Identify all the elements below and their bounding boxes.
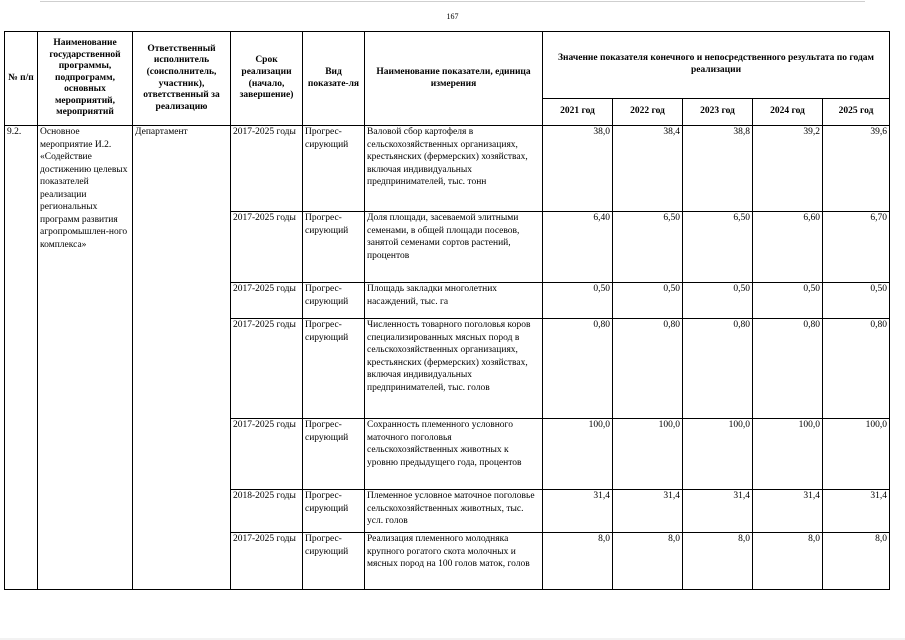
header-values-group: Значение показателя конечного и непосредственного результата по годам реализации bbox=[543, 32, 890, 99]
row-indicator: Площадь закладки многолетних насаждений, тыс. га bbox=[365, 283, 543, 319]
row-value-2021: 6,40 bbox=[543, 212, 613, 283]
row-kind: Прогрес-сирующий bbox=[303, 126, 365, 212]
row-indicator: Доля площади, засеваемой элитными семенами, в общей площади посевов, занятой семенами сортов растений, процентов bbox=[365, 212, 543, 283]
row-value-2024: 0,50 bbox=[753, 283, 823, 319]
top-rule bbox=[40, 1, 865, 2]
row-value-2024: 0,80 bbox=[753, 319, 823, 419]
row-value-2022: 0,80 bbox=[613, 319, 683, 419]
header-executor: Ответственный исполнитель (соисполнитель, участник), ответственный за реализацию bbox=[133, 32, 231, 126]
indicators-table bbox=[4, 31, 890, 590]
row-indicator: Численность товарного поголовья коров специализированных мясных пород в сельскохозяйственных организациях, крестьянских (фермерских) хозяйствах, включая индивидуальных предпринимателей, тыс. голов bbox=[365, 319, 543, 419]
row-value-2023: 38,8 bbox=[683, 126, 753, 212]
row-value-2023: 8,0 bbox=[683, 533, 753, 590]
row-value-2025: 31,4 bbox=[823, 490, 890, 533]
row-value-2025: 8,0 bbox=[823, 533, 890, 590]
row-indicator: Сохранность племенного условного маточного поголовья сельскохозяйственных животных к уровню предыдущего года, процентов bbox=[365, 419, 543, 490]
header-year-2023: 2023 год bbox=[683, 99, 753, 126]
row-kind: Прогрес-сирующий bbox=[303, 419, 365, 490]
row-value-2023: 100,0 bbox=[683, 419, 753, 490]
row-value-2023: 0,80 bbox=[683, 319, 753, 419]
row-value-2022: 8,0 bbox=[613, 533, 683, 590]
row-kind: Прогрес-сирующий bbox=[303, 283, 365, 319]
row-value-2024: 39,2 bbox=[753, 126, 823, 212]
row-value-2021: 0,80 bbox=[543, 319, 613, 419]
row-period: 2017-2025 годы bbox=[231, 419, 303, 490]
table-row bbox=[5, 126, 890, 212]
row-kind: Прогрес-сирующий bbox=[303, 212, 365, 283]
header-year-2025: 2025 год bbox=[823, 99, 890, 126]
page-number: 167 bbox=[446, 12, 459, 21]
row-value-2025: 6,70 bbox=[823, 212, 890, 283]
header-year-2024: 2024 год bbox=[753, 99, 823, 126]
row-period: 2017-2025 годы bbox=[231, 319, 303, 419]
row-period: 2018-2025 годы bbox=[231, 490, 303, 533]
row-indicator: Валовой сбор картофеля в сельскохозяйственных организациях, крестьянских (фермерских) хозяйствах, включая индивидуальных предпринимателей, тыс. тонн bbox=[365, 126, 543, 212]
row-value-2021: 38,0 bbox=[543, 126, 613, 212]
row-value-2024: 8,0 bbox=[753, 533, 823, 590]
row-value-2022: 31,4 bbox=[613, 490, 683, 533]
row-value-2021: 100,0 bbox=[543, 419, 613, 490]
header-num: № п/п bbox=[5, 32, 38, 126]
row-kind: Прогрес-сирующий bbox=[303, 490, 365, 533]
row-kind: Прогрес-сирующий bbox=[303, 319, 365, 419]
row-value-2021: 8,0 bbox=[543, 533, 613, 590]
row-value-2022: 6,50 bbox=[613, 212, 683, 283]
row-value-2025: 0,50 bbox=[823, 283, 890, 319]
row-value-2023: 6,50 bbox=[683, 212, 753, 283]
row-value-2022: 100,0 bbox=[613, 419, 683, 490]
section-num: 9.2. bbox=[5, 126, 38, 590]
row-period: 2017-2025 годы bbox=[231, 283, 303, 319]
row-value-2024: 100,0 bbox=[753, 419, 823, 490]
header-year-2021: 2021 год bbox=[543, 99, 613, 126]
row-value-2021: 31,4 bbox=[543, 490, 613, 533]
row-indicator: Племенное условное маточное поголовье сельскохозяйственных животных, тыс. усл. голов bbox=[365, 490, 543, 533]
section-executor: Департамент bbox=[133, 126, 231, 590]
section-program-name: Основное мероприятие И.2. «Содействие достижению целевых показателей реализации региональных программ развития агропромышлен-ного комплекса» bbox=[38, 126, 133, 590]
row-value-2021: 0,50 bbox=[543, 283, 613, 319]
row-period: 2017-2025 годы bbox=[231, 533, 303, 590]
row-value-2023: 0,50 bbox=[683, 283, 753, 319]
row-value-2023: 31,4 bbox=[683, 490, 753, 533]
row-indicator: Реализация племенного молодняка крупного рогатого скота молочных и мясных пород на 100 голов маток, голов bbox=[365, 533, 543, 590]
row-value-2025: 39,6 bbox=[823, 126, 890, 212]
row-value-2022: 38,4 bbox=[613, 126, 683, 212]
header-indicator: Наименование показатели, единица измерения bbox=[365, 32, 543, 126]
table-body bbox=[5, 126, 890, 590]
row-value-2024: 6,60 bbox=[753, 212, 823, 283]
header-period: Срок реализации (начало, завершение) bbox=[231, 32, 303, 126]
row-value-2024: 31,4 bbox=[753, 490, 823, 533]
row-period: 2017-2025 годы bbox=[231, 126, 303, 212]
header-program-name: Наименование государственной программы, подпрограмм, основных мероприятий, мероприятий bbox=[38, 32, 133, 126]
row-value-2025: 0,80 bbox=[823, 319, 890, 419]
row-value-2025: 100,0 bbox=[823, 419, 890, 490]
row-value-2022: 0,50 bbox=[613, 283, 683, 319]
row-period: 2017-2025 годы bbox=[231, 212, 303, 283]
header-year-2022: 2022 год bbox=[613, 99, 683, 126]
table-header bbox=[5, 32, 890, 126]
header-kind: Вид показате-ля bbox=[303, 32, 365, 126]
row-kind: Прогрес-сирующий bbox=[303, 533, 365, 590]
